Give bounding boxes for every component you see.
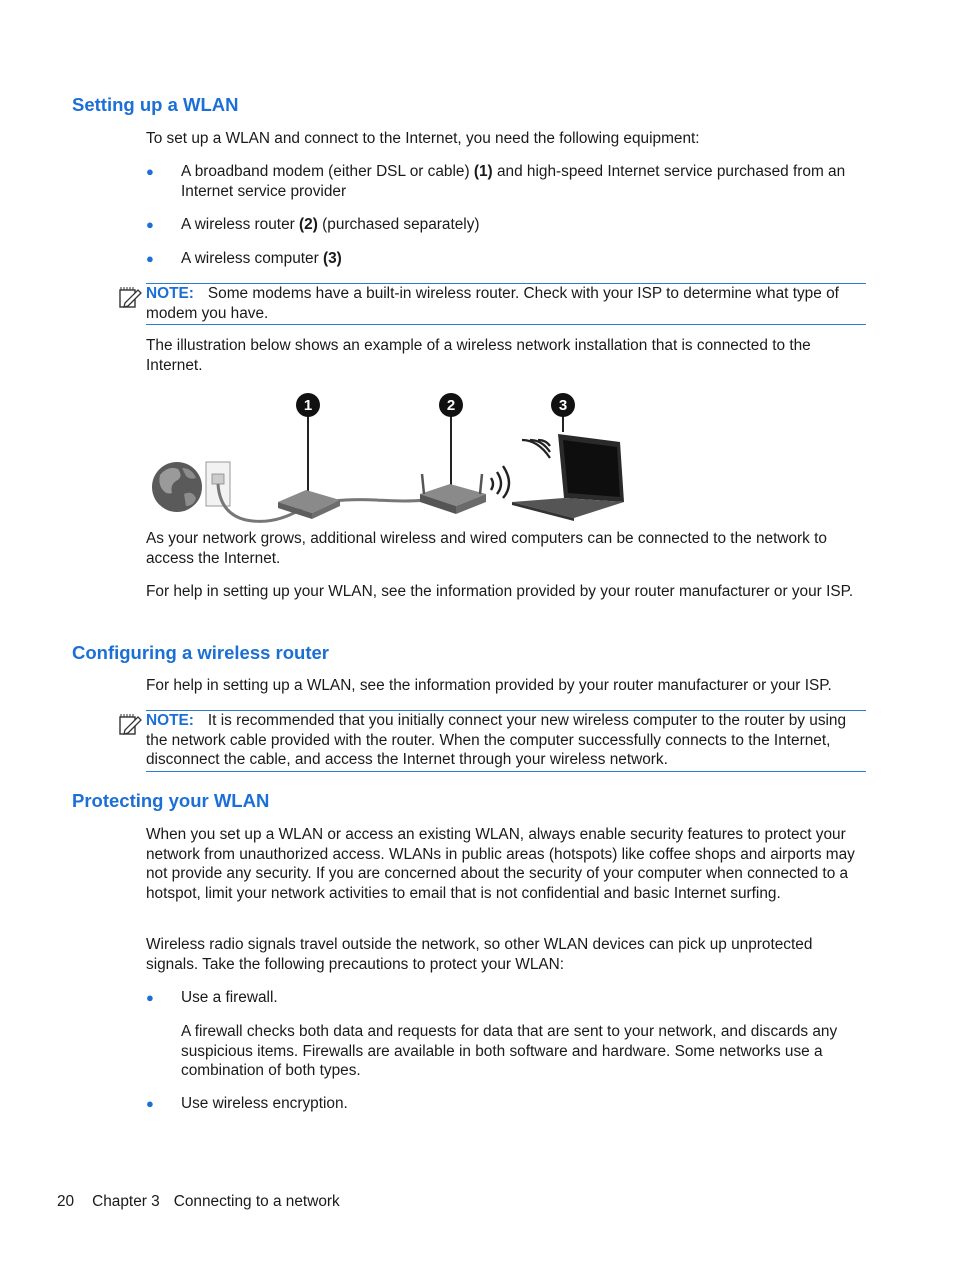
bullet-icon: ● bbox=[146, 990, 154, 1005]
svg-text:3: 3 bbox=[558, 397, 568, 414]
page-footer bbox=[57, 1192, 340, 1212]
intro-paragraph: To set up a WLAN and connect to the Internet, you need the following equipment: bbox=[146, 130, 700, 147]
section-heading-protecting-wlan: Protecting your WLAN bbox=[72, 790, 270, 811]
callout-2 bbox=[439, 393, 463, 417]
svg-text:2: 2 bbox=[446, 397, 456, 414]
list-item: A wireless computer (3) bbox=[181, 250, 342, 267]
section-heading-configuring-router: Configuring a wireless router bbox=[72, 642, 329, 663]
paragraph-precautions: Wireless radio signals travel outside the network, so other WLAN devices can pick up unprotected signals. Take the following precautions to protect your WLAN: bbox=[146, 936, 813, 973]
globe-icon bbox=[152, 462, 202, 512]
list-item-detail: A firewall checks both data and requests for data that are sent to your network, and discards any suspicious items. Firewalls are available in both software and hardware. Some networks use a combination of both types. bbox=[181, 1023, 838, 1079]
note-box bbox=[146, 283, 866, 325]
svg-text:1: 1 bbox=[303, 397, 313, 414]
callout-3 bbox=[551, 393, 575, 417]
paragraph-security: When you set up a WLAN or access an existing WLAN, always enable security features to protect your network from unauthorized access. WLANs in public areas (hotspots) like coffee shops and airports may not provide any security. If you are concerned about the security of your computer when connected to a hotspot, limit your network activities to email that is not confidential and basic Internet surfing. bbox=[146, 826, 855, 902]
list-item: Use wireless encryption. bbox=[181, 1095, 348, 1112]
section-heading-setting-up-wlan: Setting up a WLAN bbox=[72, 94, 239, 115]
router-icon bbox=[420, 474, 486, 514]
network-illustration bbox=[146, 390, 636, 530]
paragraph-help: For help in setting up your WLAN, see the information provided by your router manufacturer or your ISP. bbox=[146, 583, 854, 600]
callout-1 bbox=[296, 393, 320, 417]
note-pencil-icon bbox=[118, 285, 142, 309]
note-label: NOTE: bbox=[146, 285, 194, 302]
wireless-signal-icon bbox=[522, 440, 550, 458]
bullet-icon: ● bbox=[146, 251, 154, 266]
list-item: A wireless router (2) (purchased separately) bbox=[181, 216, 480, 233]
footer-chapter: Chapter 3 bbox=[92, 1193, 160, 1210]
note-pencil-icon bbox=[118, 712, 142, 736]
illustration-intro: The illustration below shows an example of a wireless network installation that is connected to the Internet. bbox=[146, 337, 811, 374]
note-text: It is recommended that you initially connect your new wireless computer to the router by using the network cable provided with the router. When the computer successfully connects to the Internet, disconnect the cable, and access the Internet through your wireless network. bbox=[146, 712, 847, 768]
footer-chapter-title: Connecting to a network bbox=[173, 1193, 340, 1210]
note-text: Some modems have a built-in wireless router. Check with your ISP to determine what type of modem you have. bbox=[146, 285, 839, 322]
list-item: A broadband modem (either DSL or cable) (1) and high-speed Internet service purchased from an Internet service provider bbox=[181, 163, 846, 200]
bullet-icon: ● bbox=[146, 1096, 154, 1111]
note-box bbox=[146, 710, 866, 772]
page-number: 20 bbox=[57, 1193, 75, 1210]
paragraph-router-help: For help in setting up a WLAN, see the information provided by your router manufacturer or your ISP. bbox=[146, 677, 832, 694]
note-label: NOTE: bbox=[146, 712, 194, 729]
wireless-signal-icon bbox=[491, 466, 509, 498]
bullet-icon: ● bbox=[146, 164, 154, 179]
laptop-icon bbox=[512, 434, 624, 521]
bullet-icon: ● bbox=[146, 217, 154, 232]
paragraph-network-grows: As your network grows, additional wireless and wired computers can be connected to the network to access the Internet. bbox=[146, 530, 827, 567]
list-item: Use a firewall. bbox=[181, 989, 278, 1006]
